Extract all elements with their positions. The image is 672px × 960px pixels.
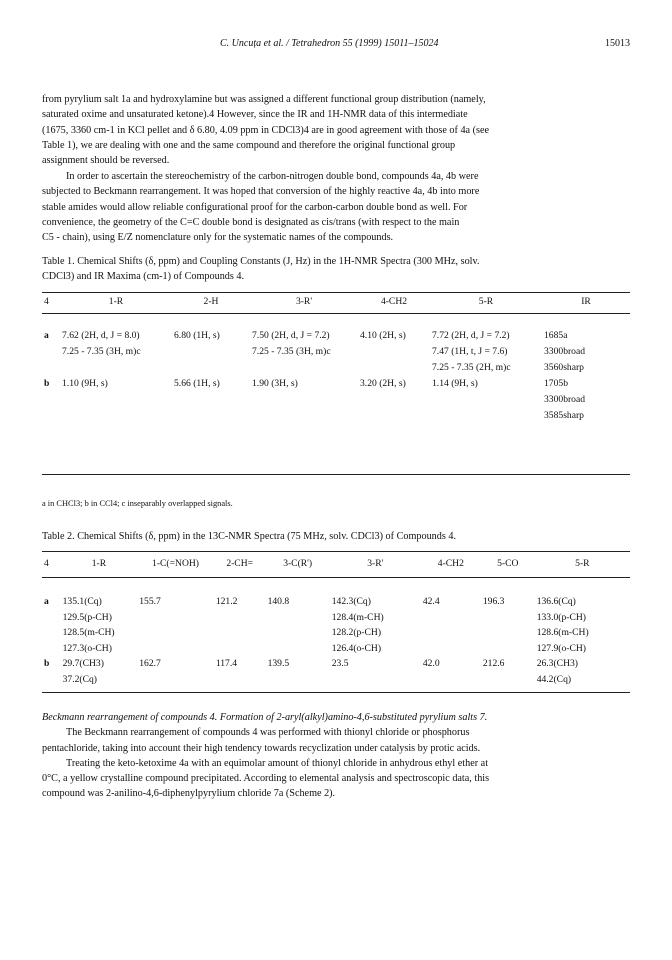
text-line: pentachloride, taking into account their high tendency towards recyclization under catalysis by protic acids. [42,742,481,754]
table-cell: 128.6(m-CH) [536,627,589,638]
table-cell: 7.72 (2H, d, J = 7.2) [432,330,510,341]
table-cell: 37.2(Cq) [62,673,97,685]
compound-label: a [44,330,49,341]
table-cell [214,672,266,688]
table-cell [421,641,481,657]
table-row [42,656,630,672]
table-row [42,408,630,424]
compound-label: a [44,596,49,607]
compound-label [42,672,61,688]
table-cell: 3560sharp [544,362,584,373]
table-cell [172,408,250,424]
table-cell: 42.0 [422,658,440,669]
column-header: 4 [44,296,49,307]
table-cell: 4.10 (2H, s) [360,330,406,341]
table-cell: 7.50 (2H, d, J = 7.2) [252,330,330,341]
caption-line: CDCl3) and IR Maxima (cm-1) of Compounds 4. [42,271,245,283]
table-cell: 162.7 [139,658,161,669]
text-line: subjected to Beckmann rearrangement. It was hoped that conversion of the highly reactive 4a, 4b into more [42,186,480,198]
table-cell [250,408,358,424]
table-cell [266,672,330,688]
table-cell: 135.1(Cq) [62,596,102,607]
table1-header-rule [42,313,630,314]
table-cell: 127.9(o-CH) [536,642,586,654]
table-cell: 128.5(m-CH) [62,627,115,638]
table-cell: 126.4(o-CH) [331,642,382,654]
table-cell: 3585sharp [544,410,584,421]
table-cell [358,360,430,376]
table-cell: 128.4(m-CH) [331,611,384,623]
table-cell [137,641,214,657]
column-header: 2-H [203,296,219,307]
table-cell [60,360,172,376]
table2-caption: Table 2. Chemical Shifts (δ, ppm) in the 13C-NMR Spectra (75 MHz, solv. CDCl3) of Compounds 4. [42,531,456,542]
table-cell: 7.47 (1H, t, J = 7.6) [432,346,508,357]
text-line: C5 - chain), using E/Z nomenclature only for the systematic names of the compounds. [42,232,394,244]
table-cell [330,672,421,688]
table2-header-row [42,558,630,569]
table1-footnote: a in CHCl3; b in CCl4; c inseparably overlapped signals. [42,499,233,508]
table-row [42,672,630,688]
table-cell: 142.3(Cq) [331,596,371,607]
text-line: Treating the keto-ketoxime 4a with an equimolar amount of thionyl chloride in anhydrous ethyl ether at [66,757,489,769]
table-cell: 26.3(CH3) [536,658,578,669]
table-cell: 129.5(p-CH) [62,611,112,623]
compound-label: b [44,378,50,389]
column-header: 4 [44,558,49,569]
column-header: 5-CO [497,558,519,569]
caption-line: Table 1. Chemical Shifts (δ, ppm) and Coupling Constants (J, Hz) in the 1H-NMR Spectra (300 MHz, solv. [42,256,480,267]
table-cell: 133.0(p-CH) [536,611,586,623]
table2-bottom-rule [42,692,630,693]
table-cell: 127.3(o-CH) [62,642,112,654]
text-line: from pyrylium salt 1a and hydroxylamine but was assigned a different functional group distribution (namely, [42,94,486,105]
table-cell: 1.90 (3H, s) [252,378,298,389]
table-cell [266,625,330,641]
table-cell: 42.4 [422,596,440,607]
text-line: (1675, 3360 cm-1 in KCl pellet and δ 6.80, 4.09 ppm in CDCl3)4 are in good agreement with those of 4a (see [42,124,490,136]
column-header: 5-R [575,558,590,569]
table1-bottom-rule [42,474,630,475]
table1-body [42,328,630,424]
page-number: 15013 [605,38,630,49]
table-cell [172,392,250,408]
table-cell [137,672,214,688]
paragraph-stereochemistry [42,169,630,245]
table-cell [172,360,250,376]
table-cell [266,610,330,626]
compound-label [42,408,60,424]
compound-label [42,360,60,376]
column-header: 1-R [91,558,107,569]
column-header: 3-R' [367,558,384,569]
column-header: IR [581,296,591,307]
column-header: 4-CH2 [380,296,408,307]
table-cell: 3300broad [544,346,586,357]
table-row [42,392,630,408]
table-cell: 1705b [544,378,568,389]
table-row [42,610,630,626]
table-cell: 29.7(CH3) [62,658,104,669]
table-cell: 7.25 - 7.35 (3H, m)c [252,346,331,357]
text-line: In order to ascertain the stereochemistry of the carbon-nitrogen double bond, compounds 4a, 4b were [66,171,479,182]
column-header: 4-CH2 [437,558,464,569]
table-cell [137,625,214,641]
table-cell: 117.4 [215,658,238,669]
column-header: 3-R' [295,296,313,307]
table-cell [214,625,266,641]
table2-header-rule [42,577,630,578]
table-cell: 23.5 [331,658,349,669]
table-cell: 1.14 (9H, s) [432,378,478,389]
table1-top-rule [42,292,630,293]
table-row [42,360,630,376]
table-cell [358,392,430,408]
table-row [42,344,630,360]
table-cell [60,408,172,424]
table-cell: 6.80 (1H, s) [174,330,220,341]
table-cell [214,641,266,657]
column-header: 3-C(R') [283,558,313,569]
table-cell: 121.2 [215,596,238,607]
table-cell: 7.25 - 7.35 (2H, m)c [432,362,511,373]
compound-label [42,392,60,408]
table-cell: 128.2(p-CH) [331,627,382,638]
table-cell [430,392,542,408]
compound-label: b [44,658,50,669]
table-cell: 139.5 [267,658,290,669]
table1-caption [42,254,630,285]
table-cell: 5.66 (1H, s) [174,378,220,389]
text-line: assignment should be reversed. [42,155,170,167]
table-cell [250,392,358,408]
table-cell: 7.25 - 7.35 (3H, m)c [62,346,141,357]
table-cell [481,641,535,657]
table-cell [358,344,430,360]
text-line: The Beckmann rearrangement of compounds 4 was performed with thionyl chloride or phosphorus [66,727,470,739]
table-row [42,641,630,657]
running-title: C. Uncuța et al. / Tetrahedron 55 (1999) 15011–15024 [220,38,439,49]
table-cell [430,408,542,424]
column-header: 2-CH= [226,558,254,569]
compound-label [42,641,61,657]
table-cell [358,408,430,424]
table-row [42,328,630,344]
table1 [42,296,630,307]
table-cell: 44.2(Cq) [536,673,572,685]
table-cell [214,610,266,626]
table-cell [250,360,358,376]
table-cell: 3.20 (2H, s) [360,378,406,389]
table-cell [421,625,481,641]
column-header: 5-R [478,296,494,307]
table-cell: 140.8 [267,596,290,607]
table2-body [42,594,630,687]
column-header: 1-R [108,296,124,307]
table-cell [266,641,330,657]
text-line: convenience, the geometry of the C=C double bond is designated as cis/trans (with respect to the main [42,216,460,228]
text-line: 0°C, a yellow crystalline compound precipitated. According to elemental analysis and spectroscopic data, this [42,773,490,785]
text-line: Table 1), we are dealing with one and the same compound and therefore the original functional group [42,139,456,151]
table1-header-row [42,296,630,307]
section-beckmann [42,710,630,802]
table-cell: 212.6 [482,658,505,669]
compound-label [42,625,61,641]
table-cell [60,392,172,408]
column-header: 1-C(=NOH) [152,558,199,569]
table-cell: 196.3 [482,596,505,607]
table-row [42,376,630,392]
table-cell [481,625,535,641]
table2-top-rule [42,551,630,552]
text-line: saturated oxime and unsaturated ketone).4 However, since the IR and 1H-NMR data of this intermediate [42,109,468,121]
section-heading: Beckmann rearrangement of compounds 4. Formation of 2-aryl(alkyl)amino-4,6-substituted pyrylium salts 7. [42,712,488,723]
table-cell [137,610,214,626]
table-cell [481,610,535,626]
table2 [42,558,630,569]
table-cell: 7.62 (2H, d, J = 8.0) [62,330,140,341]
table-cell [421,672,481,688]
table-cell: 155.7 [139,596,161,607]
paragraph-intro [42,92,630,168]
table-cell [481,672,535,688]
table-cell [172,344,250,360]
compound-label [42,344,60,360]
table-row [42,625,630,641]
text-line: stable amides would allow reliable configurational proof for the carbon-carbon double bond as well. For [42,201,468,213]
compound-label [42,610,61,626]
text-line: compound was 2-anilino-4,6-diphenylpyrylium chloride 7a (Scheme 2). [42,788,336,800]
table-cell: 1685a [544,330,568,341]
table-cell: 1.10 (9H, s) [62,378,108,389]
table-cell [421,610,481,626]
table-cell: 136.6(Cq) [536,596,576,607]
table-row [42,594,630,610]
table-cell: 3300broad [544,394,586,405]
